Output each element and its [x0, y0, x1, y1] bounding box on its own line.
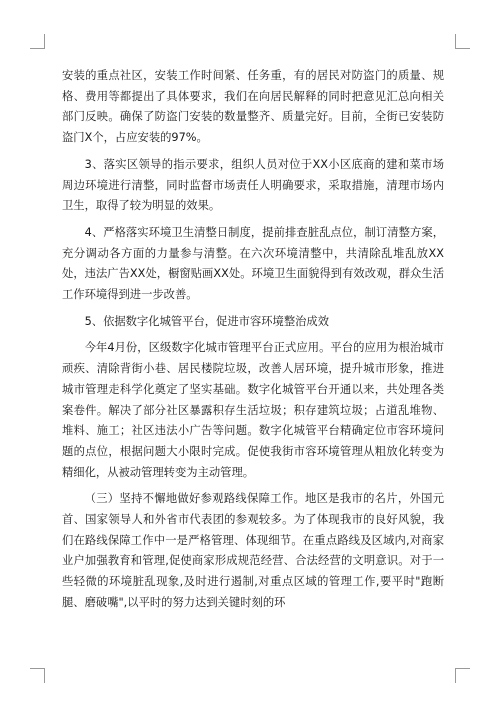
paragraph-digital-platform: 今年4月份，区级数字化城市管理平台正式应用。平台的应用为根治城市顽疾、清除背街小巷、居民楼院垃圾，改善人居环境，提升城市形象，推进城市管理走科学化奠定了坚实基础。数字化城管平台开通以来，共处理各类案卷件。解决了部分社区暴露积存生活垃圾；积存建筑垃圾；占道乱堆物、堆料、施工；社区违法小广告等问题。数字化城管平台精确定位市容环境问题的点位，根据问题大小限时完成。促使我街市容环境管理从粗放化转变为精细化，从被动管理转变为主动管理。 — [62, 341, 444, 479]
paragraph-item-4: 4、严格落实环境卫生清整日制度，提前排查脏乱点位，制订清整方案，充分调动各方面的力量参与清整。在六次环境清整中，共清除乱堆乱放XX处，违法广告XX处，橱窗贴画XX处。环境卫生面貌得到有效改观，群众生活工作环境得到进一步改善。 — [62, 225, 444, 302]
crop-mark-bottom-left — [30, 668, 45, 683]
paragraph-continued: 安装的重点社区，安装工作时间紧、任务重，有的居民对防盗门的质量、规格、费用等都提出了具体要求，我们在向居民解释的同时把意见汇总向相关部门反映。确保了防盗门安装的数量整齐、质量完好。目前，全街已安装防盗门X个，占应安装的97%。 — [62, 69, 444, 145]
crop-mark-top-left — [30, 34, 45, 49]
document-body — [62, 66, 444, 620]
paragraph-item-5-heading: 5、依据数字化城管平台，促进市容环境整治成效 — [84, 314, 330, 328]
crop-mark-bottom-right — [455, 668, 470, 683]
paragraph-item-3: 3、落实区领导的指示要求，组织人员对位于XX小区底商的建和菜市场周边环境进行清整，同时监督市场责任人明确要求，采取措施，清理市场内卫生，取得了较为明显的效果。 — [62, 157, 444, 213]
crop-mark-top-right — [455, 34, 470, 49]
paragraph-section-3: （三）坚持不懈地做好参观路线保障工作。地区是我市的名片，外国元首、国家领导人和外省市代表团的参观较多。为了体现我市的良好风貌，我们在路线保障工作中一是严格管理、体现细节。在重点路线及区域内,对商家业户加强教育和管理,促使商家形成规范经营、合法经营的文明意识。对于一些轻微的环境脏乱现象,及时进行遏制,对重点区域的管理工作,要平时"跑断腿、磨破嘴",以平时的努力达到关键时刻的环 — [62, 492, 444, 609]
